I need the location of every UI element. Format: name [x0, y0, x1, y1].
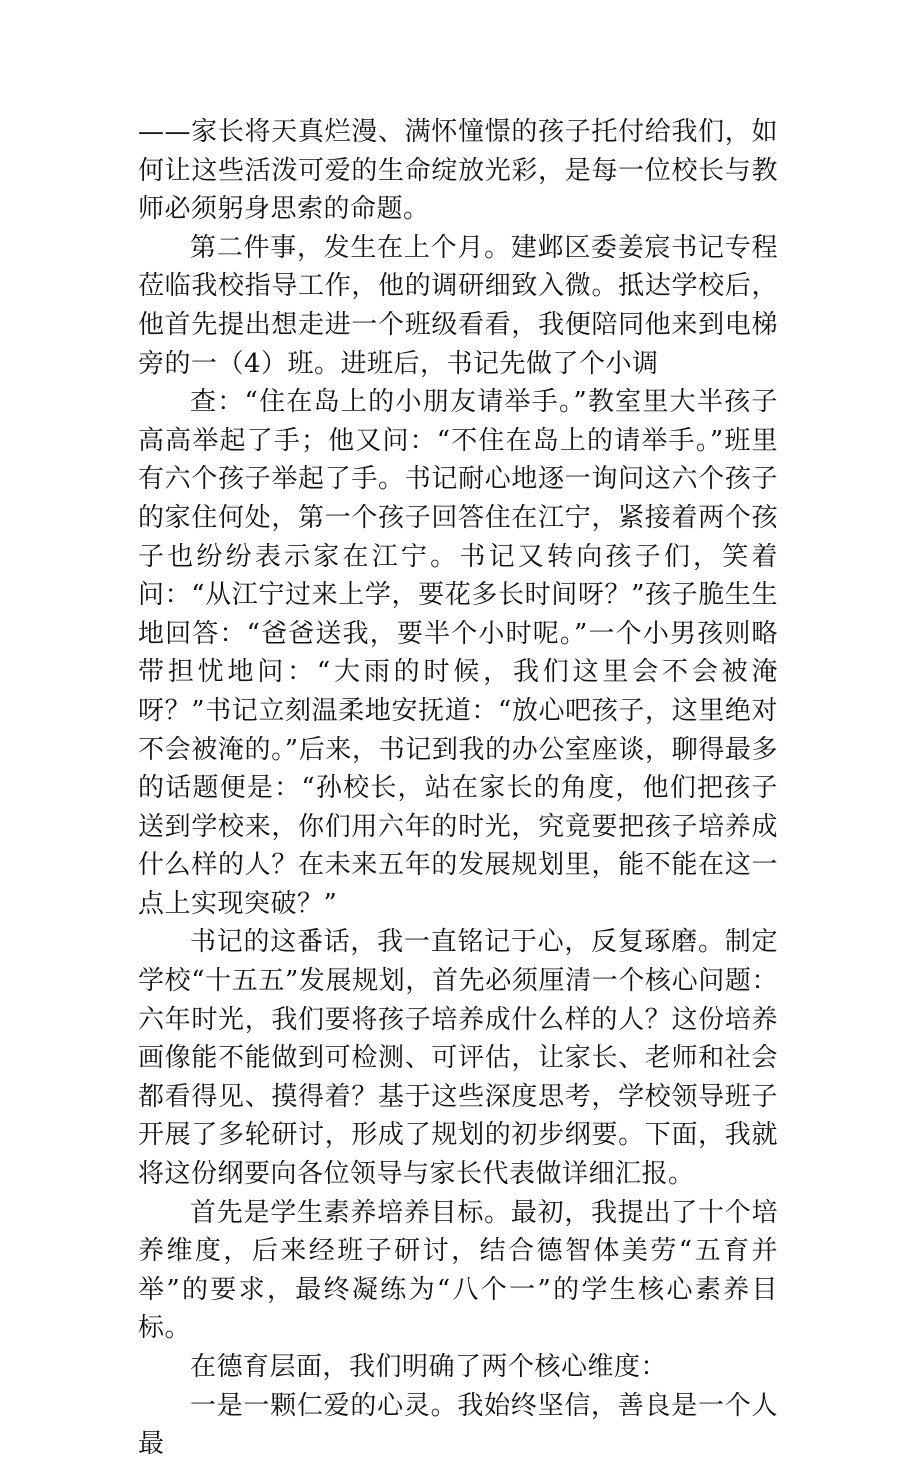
paragraph-5: 首先是学生素养培养目标。最初，我提出了十个培养维度，后来经班子研讨，结合德智体美劳“五育并举”的要求，最终凝练为“八个一”的学生核心素养目标。 — [138, 1197, 778, 1344]
paragraph-6: 在德育层面，我们明确了两个核心维度： — [190, 1352, 668, 1382]
paragraph-2: 第二件事，发生在上个月。建邺区委姜宸书记专程莅临我校指导工作，他的调研细致入微。抵达学校后，他首先提出想走进一个班级看看，我便陪同他来到电梯旁的一（4）班。进班后，书记先做了个小调 — [138, 232, 778, 379]
paragraph-3: 查：“住在岛上的小朋友请举手。”教室里大半孩子高高举起了手；他又问：“不住在岛上的请举手。”班里有六个孩子举起了手。书记耐心地逐一询问这六个孩子的家住何处，第一个孩子回答住在江宁，紧接着两个孩子也纷纷表示家在江宁。书记又转向孩子们，笑着问：“从江宁过来上学，要花多长时间呀？”孩子脆生生地回答：“爸爸送我，要半个小时呢。”一个小男孩则略带担忧地问：“大雨的时候，我们这里会不会被淹呀？”书记立刻温柔地安抚道：“放心吧孩子，这里绝对不会被淹的。”后来，书记到我的办公室座谈，聊得最多的话题便是：“孙校长，站在家长的角度，他们把孩子送到学校来，你们用六年的时光，究竟要把孩子培养成什么样的人？在未来五年的发展规划里，能不能在这一点上实现突破？” — [138, 387, 778, 919]
document-body — [138, 113, 778, 1464]
paragraph-4: 书记的这番话，我一直铭记于心，反复琢磨。制定学校“十五五”发展规划，首先必须厘清一个核心问题：六年时光，我们要将孩子培养成什么样的人？这份培养画像能不能做到可检测、可评估，让家长、老师和社会都看得见、摸得着？基于这些深度思考，学校领导班子开展了多轮研讨，形成了规划的初步纲要。下面，我就将这份纲要向各位领导与家长代表做详细汇报。 — [138, 927, 778, 1190]
paragraph-7: 一是一颗仁爱的心灵。我始终坚信，善良是一个人最 — [138, 1390, 778, 1460]
paragraph-1: ——家长将天真烂漫、满怀憧憬的孩子托付给我们，如何让这些活泼可爱的生命绽放光彩，是每一位校长与教师必须躬身思索的命题。 — [138, 117, 778, 225]
